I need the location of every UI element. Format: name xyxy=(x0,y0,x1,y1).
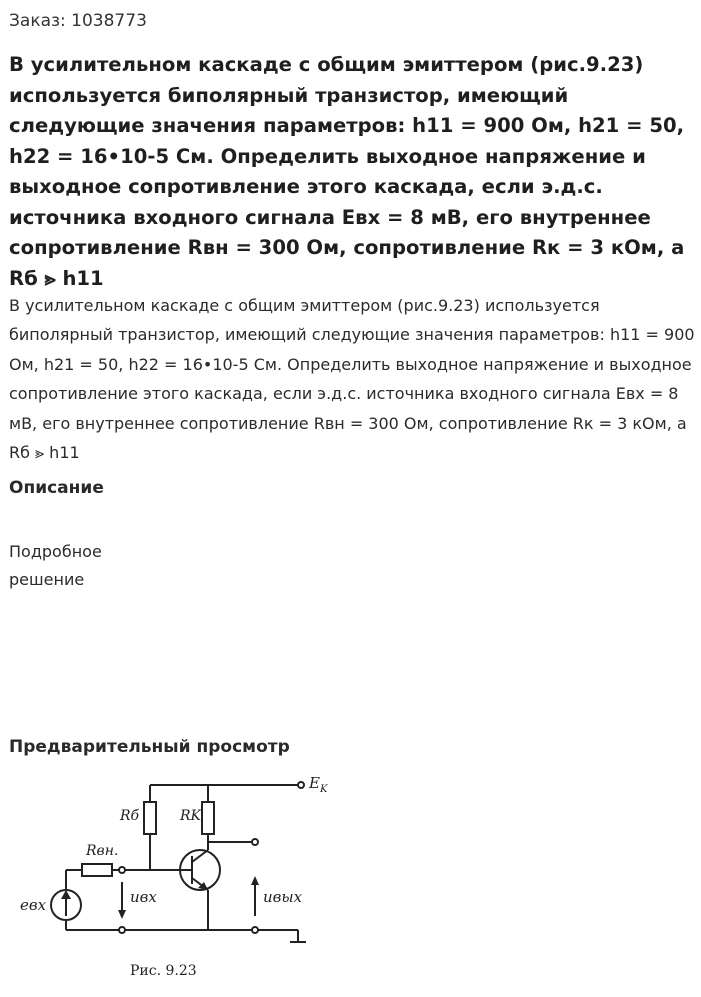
task-title: В усилительном каскаде с общим эмиттером (рис.9.23) используется биполярный транзистор, имеющий следующие значения параметров: h11 = 900 Ом, h21 = 50, h22 = 16•10-5 См. Определить выходное напряжение и выходное сопротивление этого каскада, если э.д.с. источника входного сигнала Eвх = 8 мВ, его внутреннее сопротивление Rвн = 300 Ом, сопротивление Rк = 3 кОм, а Rб ⪢ h11 xyxy=(9,53,685,290)
description-text: Подробное решение xyxy=(9,542,102,589)
resistor-rvn xyxy=(82,864,112,876)
terminal-in-top xyxy=(119,867,125,873)
label-evx: eвх xyxy=(20,896,47,914)
task-body: В усилительном каскаде с общим эмиттером (рис.9.23) используется биполярный транзистор, имеющий следующие значения параметров: h11 = 900 Ом, h21 = 50, h22 = 16•10-5 См. Определить выходное напряжение и выходное сопротивление этого каскада, если э.д.с. источника входного сигнала Eвх = 8 мВ, его внутреннее сопротивление Rвн = 300 Ом, сопротивление Rк = 3 кОм, а Rб ⪢ h11 xyxy=(9,296,695,463)
resistor-rk xyxy=(202,802,214,834)
preview-heading: Предварительный просмотр xyxy=(9,737,290,757)
label-rb: Rб xyxy=(120,808,140,824)
figure-caption: Рис. 9.23 xyxy=(130,963,197,979)
resistor-rb xyxy=(144,802,156,834)
circuit-diagram xyxy=(0,770,701,990)
terminal-in-bottom xyxy=(119,927,125,933)
label-uvyx: uвых xyxy=(263,888,303,906)
terminal-out-top xyxy=(252,839,258,845)
terminal-out-bottom xyxy=(252,927,258,933)
label-rk: RK xyxy=(180,808,201,824)
label-ek: $E_K$ xyxy=(309,774,328,795)
order-number: Заказ: 1038773 xyxy=(9,11,147,31)
label-uvx: uвх xyxy=(130,888,157,906)
description-heading: Описание xyxy=(9,478,104,498)
circuit-figure xyxy=(0,770,701,990)
label-rvn: Rвн. xyxy=(86,843,119,859)
terminal-ek xyxy=(298,782,304,788)
